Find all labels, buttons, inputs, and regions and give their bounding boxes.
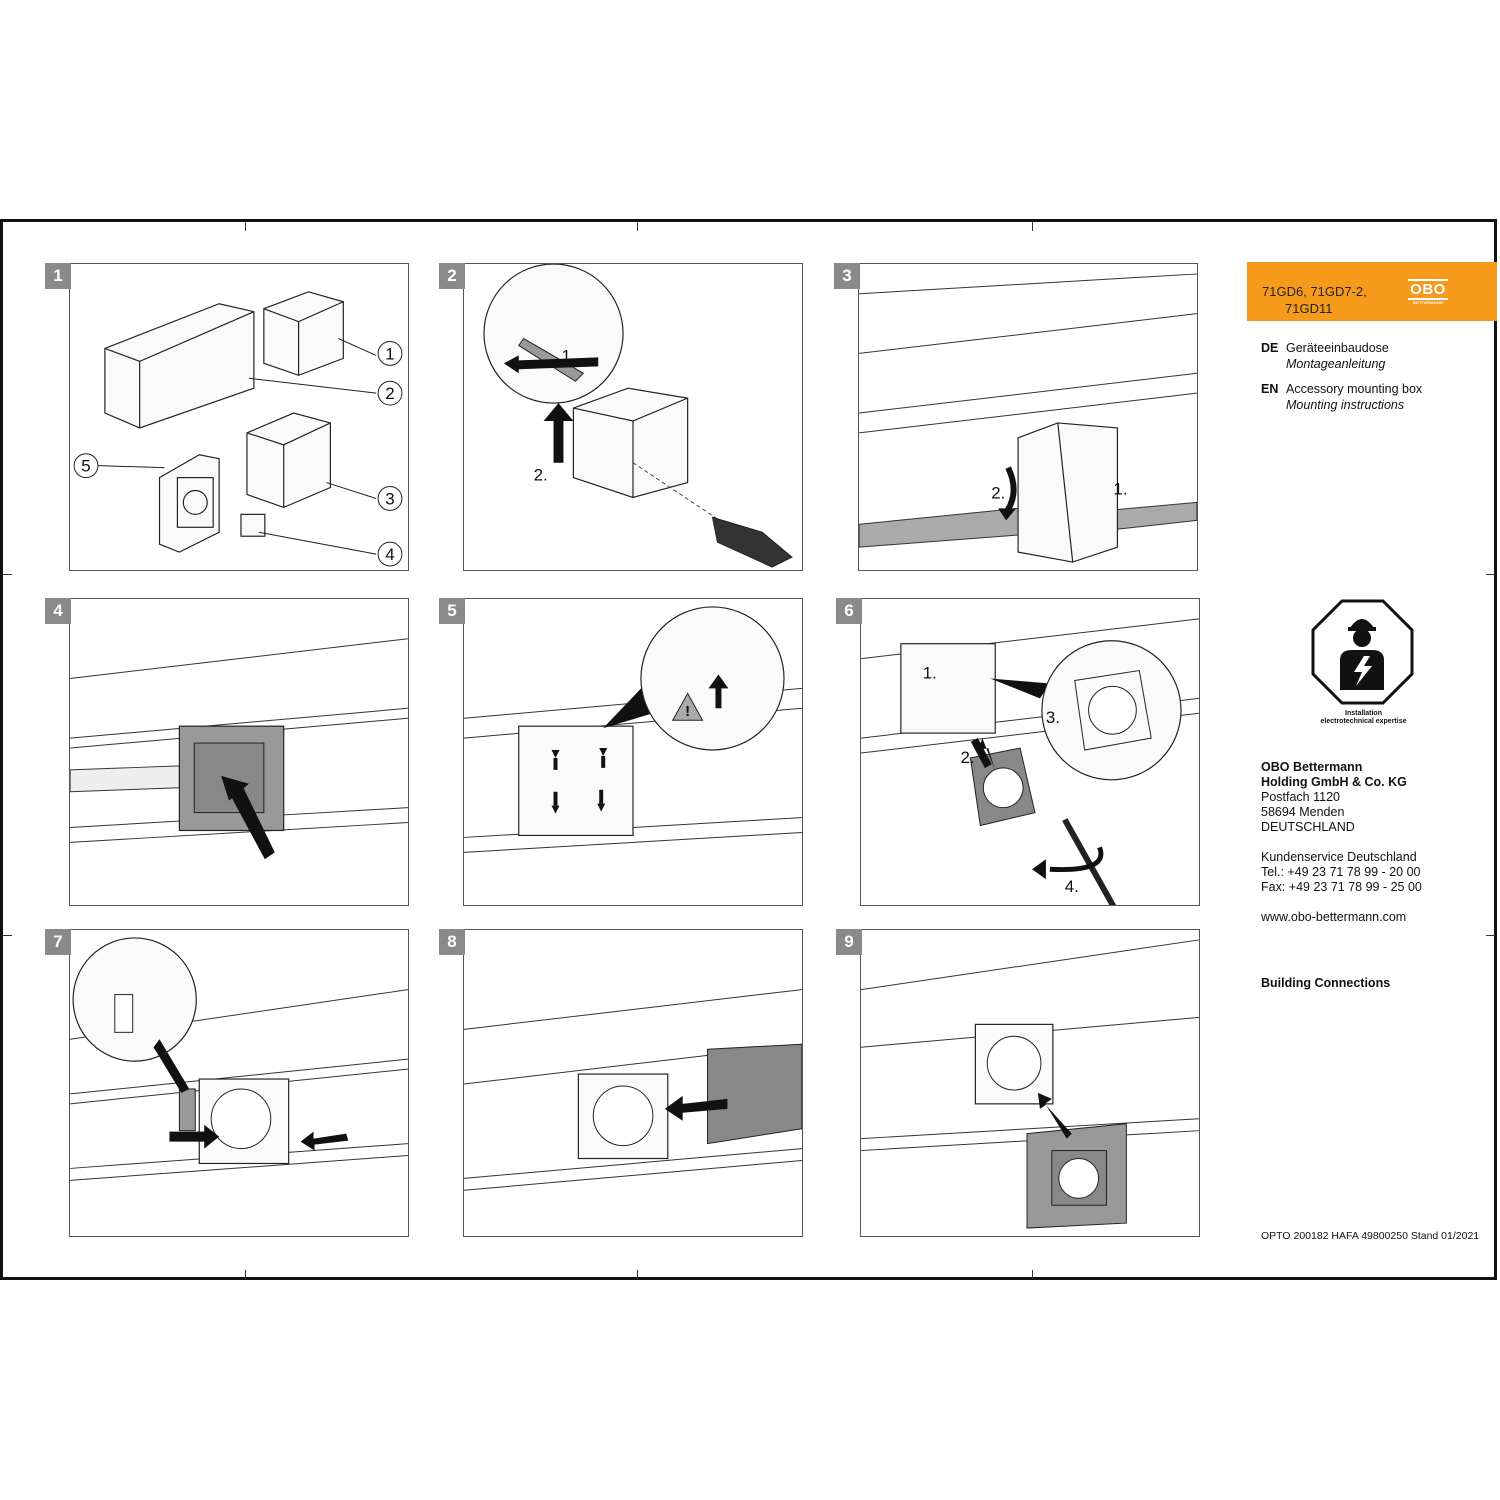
- step-2-label-1: 1.: [561, 346, 576, 366]
- step-1-panel: [69, 263, 409, 571]
- language-de: [1261, 340, 1422, 372]
- step-number-6: 6: [836, 598, 862, 624]
- box-fixing-illustration: [464, 599, 802, 905]
- fold-mark: [1032, 1270, 1033, 1279]
- device-insert-illustration: [861, 599, 1199, 905]
- callout-5: 5: [81, 456, 91, 476]
- step-9-panel: [860, 929, 1200, 1237]
- callout-2: 2: [385, 384, 395, 404]
- product-name: Accessory mounting box: [1286, 382, 1423, 396]
- step-number-2: 2: [439, 263, 465, 289]
- product-name: Geräteeinbaudose: [1286, 341, 1389, 355]
- company-address: [1261, 760, 1407, 835]
- service-tel: Tel.: +49 23 71 78 99 - 20 00: [1261, 865, 1421, 879]
- fold-mark: [3, 935, 12, 936]
- fold-mark: [1032, 222, 1033, 231]
- step-3-label-1: 1.: [1113, 479, 1128, 499]
- frame-fitting-illustration: [861, 930, 1199, 1236]
- safety-caption-line-2: electrotechnical expertise: [1320, 718, 1407, 725]
- callout-1: 1: [385, 344, 395, 364]
- step-6-panel: [860, 598, 1200, 906]
- trunking-cover-illustration: [464, 930, 802, 1236]
- customer-service: [1261, 850, 1422, 895]
- callout-4: 4: [385, 545, 395, 565]
- obo-logo: [1408, 279, 1448, 306]
- fold-mark: [1486, 574, 1495, 575]
- company-country: DEUTSCHLAND: [1261, 820, 1355, 834]
- callout-3: 3: [385, 489, 395, 509]
- language-list: [1261, 340, 1422, 422]
- step-3-label-2: 2.: [991, 483, 1006, 503]
- fold-mark: [245, 1270, 246, 1279]
- language-code: DE: [1261, 341, 1279, 355]
- service-title: Kundenservice Deutschland: [1261, 850, 1417, 864]
- company-legal-name: Holding GmbH & Co. KG: [1261, 775, 1407, 789]
- website-link[interactable]: www.obo-bettermann.com: [1261, 910, 1407, 924]
- document-type: Mounting instructions: [1286, 398, 1405, 412]
- step-6-label-4: 4.: [1064, 877, 1079, 897]
- step-6-label-2: 2.: [960, 747, 975, 767]
- model-numbers: [1262, 283, 1367, 317]
- logo-subline: BETTERMANN: [1413, 300, 1443, 305]
- tagline: Building Connections: [1261, 976, 1391, 990]
- step-number-1: 1: [45, 263, 71, 289]
- language-en: [1261, 381, 1422, 413]
- warning-icon: !: [685, 704, 691, 721]
- company-city: 58694 Menden: [1261, 805, 1345, 819]
- model-line-1: 71GD6, 71GD7-2,: [1262, 284, 1367, 299]
- company-street: Postfach 1120: [1261, 790, 1340, 804]
- electrician-icon: [1310, 598, 1415, 706]
- fold-mark: [637, 222, 638, 231]
- knockout-removal-illustration: [464, 264, 802, 570]
- step-number-9: 9: [836, 929, 862, 955]
- step-7-panel: [69, 929, 409, 1237]
- box-placement-illustration: [70, 599, 408, 905]
- step-2-label-2: 2.: [533, 465, 548, 485]
- fold-mark: [245, 222, 246, 231]
- step-5-panel: [463, 598, 803, 906]
- service-fax: Fax: +49 23 71 78 99 - 25 00: [1261, 880, 1422, 894]
- cover-clip-illustration: [70, 930, 408, 1236]
- document-reference: OPTO 200182 HAFA 49800250 Stand 01/2021: [1261, 1230, 1480, 1242]
- step-6-label-3: 3.: [1045, 708, 1060, 728]
- step-6-label-1: 1.: [922, 663, 937, 683]
- safety-caption: [1306, 710, 1421, 726]
- model-line-2: 71GD11: [1285, 301, 1333, 316]
- step-number-4: 4: [45, 598, 71, 624]
- logo-wordmark: OBO: [1408, 279, 1448, 300]
- language-code: EN: [1261, 382, 1279, 396]
- safety-caption-line-1: Installation: [1345, 710, 1382, 717]
- step-4-panel: [69, 598, 409, 906]
- fold-mark: [637, 1270, 638, 1279]
- cable-insertion-illustration: [859, 264, 1197, 570]
- step-number-3: 3: [834, 263, 860, 289]
- step-8-panel: [463, 929, 803, 1237]
- fold-mark: [3, 574, 12, 575]
- step-2-panel: [463, 263, 803, 571]
- company-name: OBO Bettermann: [1261, 760, 1363, 774]
- step-3-panel: [858, 263, 1198, 571]
- fold-mark: [1486, 935, 1495, 936]
- step-number-7: 7: [45, 929, 71, 955]
- step-number-5: 5: [439, 598, 465, 624]
- document-type: Montageanleitung: [1286, 357, 1386, 371]
- parts-overview-illustration: [70, 264, 408, 570]
- step-number-8: 8: [439, 929, 465, 955]
